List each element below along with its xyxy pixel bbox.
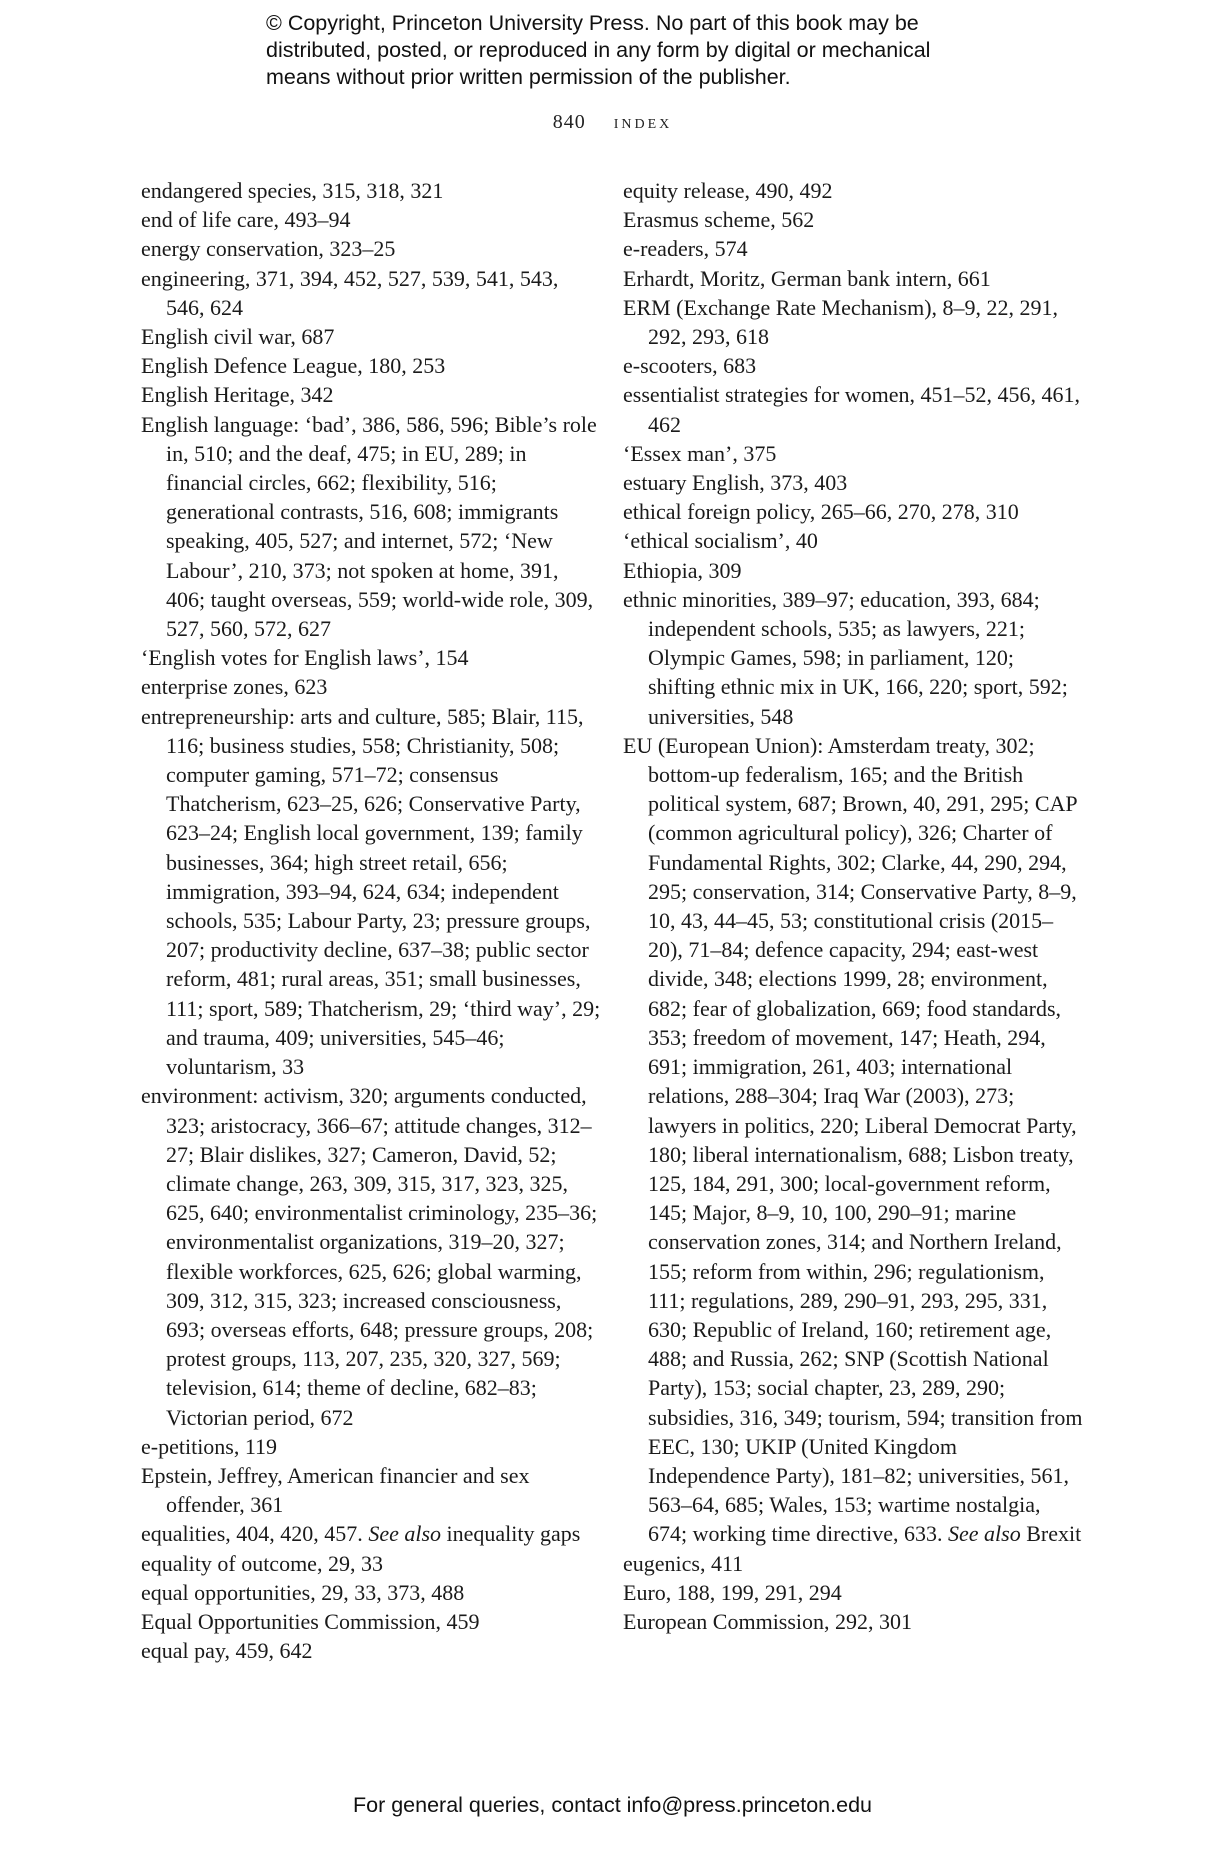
index-entry: ethical foreign policy, 265–66, 270, 278, 310: [623, 499, 1019, 525]
index-entry-equalities: [141, 1519, 601, 1548]
index-entry: ERM (Exchange Rate Mechanism), 8–9, 22, 291, 292, 293, 618: [623, 294, 1059, 350]
index-entry: ‘Essex man’, 375: [623, 440, 777, 466]
index-entry: environment: activism, 320; arguments conducted, 323; aristocracy, 366–67; attitude changes, 312–27; Blair dislikes, 327; Cameron, David, 52; climate change, 263, 309, 315, 317, 323, 325, 625, 640; environmentalist criminology, 235–36; environmentalist organizations, 319–20, 327; flexible workforces, 625, 626; global warming, 309, 312, 315, 323; increased consciousness, 693; overseas efforts, 648; pressure groups, 208; protest groups, 113, 207, 235, 320, 327, 569; television, 614; theme of decline, 682–83; Victorian period, 672: [141, 1083, 598, 1430]
entry-text: equalities, 404, 420, 457.: [141, 1521, 369, 1547]
index-entry: equal opportunities, 29, 33, 373, 488: [141, 1579, 465, 1605]
index-entry: entrepreneurship: arts and culture, 585; Blair, 115, 116; business studies, 558; Christianity, 508; computer gaming, 571–72; consensus Thatcherism, 623–25, 626; Conservative Party, 623–24; English local government, 139; family businesses, 364; high street retail, 656; immigration, 393–94, 624, 634; independent schools, 535; Labour Party, 23; pressure groups, 207; productivity decline, 637–38; public sector reform, 481; rural areas, 351; small businesses, 111; sport, 589; Thatcherism, 29; ‘third way’, 29; and trauma, 409; universities, 545–46; voluntarism, 33: [141, 703, 601, 1080]
index-entry: equity release, 490, 492: [623, 178, 833, 203]
footer-contact: For general queries, contact info@press.princeton.edu: [352, 1793, 872, 1817]
index-entry: endangered species, 315, 318, 321: [141, 178, 444, 203]
index-entry: Equal Opportunities Commission, 459: [141, 1608, 480, 1634]
copyright-notice: [266, 10, 1026, 91]
index-entry: enterprise zones, 623: [141, 674, 328, 700]
index-entry: Erhardt, Moritz, German bank intern, 661: [623, 265, 991, 291]
index-entry: energy conservation, 323–25: [141, 236, 396, 262]
index-column-right: [623, 176, 1083, 1636]
index-entry: Ethiopia, 309: [623, 557, 742, 583]
copyright-line: © Copyright, Princeton University Press. No part of this book may be: [266, 11, 919, 35]
index-entry: Euro, 188, 199, 291, 294: [623, 1579, 842, 1605]
index-entry: English Defence League, 180, 253: [141, 353, 446, 379]
index-entry: ethnic minorities, 389–97; education, 393, 684; independent schools, 535; as lawyers, 221; Olympic Games, 598; in parliament, 120; shifting ethnic mix in UK, 166, 220; sport, 592; universities, 548: [623, 586, 1068, 729]
index-entry: ‘English votes for English laws’, 154: [141, 645, 469, 671]
copyright-line: means without prior written permission of the publisher.: [266, 65, 791, 89]
cross-reference: Brexit: [1020, 1521, 1082, 1547]
copyright-line: distributed, posted, or reproduced in any form by digital or mechanical: [266, 38, 931, 62]
index-entry: English Heritage, 342: [141, 382, 334, 408]
index-entry: essentialist strategies for women, 451–52, 456, 461, 462: [623, 382, 1081, 437]
index-entry-eu: [623, 731, 1083, 1549]
index-entry: English civil war, 687: [141, 324, 335, 350]
entry-text: EU (European Union): Amsterdam treaty, 302; bottom-up federalism, 165; and the British political system, 687; Brown, 40, 291, 295; CAP (common agricultural policy), 326; Charter of Fundamental Rights, 302; Clarke, 44, 290, 294, 295; conservation, 314; Conservative Party, 8–9, 10, 43, 44–45, 53; constitutional crisis (2015–20), 71–84; defence capacity, 294; east-west divide, 348; elections 1999, 28; environment, 682; fear of globalization, 669; food standards, 353; freedom of movement, 147; Heath, 294, 691; immigration, 261, 403; international relations, 288–304; Iraq War (2003), 273; lawyers in politics, 220; Liberal Democrat Party, 180; liberal internationalism, 688; Lisbon treaty, 125, 184, 291, 300; local-government reform, 145; Major, 8–9, 10, 100, 290–91; marine conservation zones, 314; and Northern Ireland, 155; reform from within, 296; regulationism, 111; regulations, 289, 290–91, 293, 295, 331, 630; Republic of Ireland, 160; retirement age, 488; and Russia, 262; SNP (Scottish National Party), 153; social chapter, 23, 289, 290; subsidies, 316, 349; tourism, 594; transition from EEC, 130; UKIP (United Kingdom Independence Party), 181–82; universities, 561, 563–64, 685; Wales, 153; wartime nostalgia, 674; working time directive, 633.: [623, 732, 1083, 1547]
index-entry: Erasmus scheme, 562: [623, 207, 815, 233]
running-head: [0, 111, 1225, 134]
index-entry: e-petitions, 119: [141, 1433, 278, 1459]
index-entry: engineering, 371, 394, 452, 527, 539, 541, 543, 546, 624: [141, 265, 559, 320]
section-label: index: [613, 111, 673, 133]
index-entry: equality of outcome, 29, 33: [141, 1550, 383, 1576]
see-also-label: See also: [948, 1521, 1021, 1547]
index-entry: equal pay, 459, 642: [141, 1638, 313, 1664]
page-number: 840: [552, 111, 586, 133]
index-entry: English language: ‘bad’, 386, 586, 596; Bible’s role in, 510; and the deaf, 475; in EU, 289; in financial circles, 662; flexibility, 516; generational contrasts, 516, 608; immigrants speaking, 405, 527; and internet, 572; ‘New Labour’, 210, 373; not spoken at home, 391, 406; taught overseas, 559; world-wide role, 309, 527, 560, 572, 627: [141, 411, 597, 642]
index-entry: ‘ethical socialism’, 40: [623, 528, 818, 554]
index-entry: e-readers, 574: [623, 236, 748, 262]
see-also-label: See also: [368, 1521, 442, 1547]
index-column-left: [141, 176, 601, 1665]
index-entry: eugenics, 411: [623, 1550, 744, 1576]
index-entry: e-scooters, 683: [623, 353, 757, 379]
index-entry: Epstein, Jeffrey, American financier and sex offender, 361: [141, 1462, 530, 1518]
cross-reference: inequality gaps: [441, 1521, 581, 1547]
index-entry: European Commission, 292, 301: [623, 1608, 913, 1634]
index-entry: estuary English, 373, 403: [623, 470, 848, 496]
index-entry: end of life care, 493–94: [141, 207, 351, 233]
